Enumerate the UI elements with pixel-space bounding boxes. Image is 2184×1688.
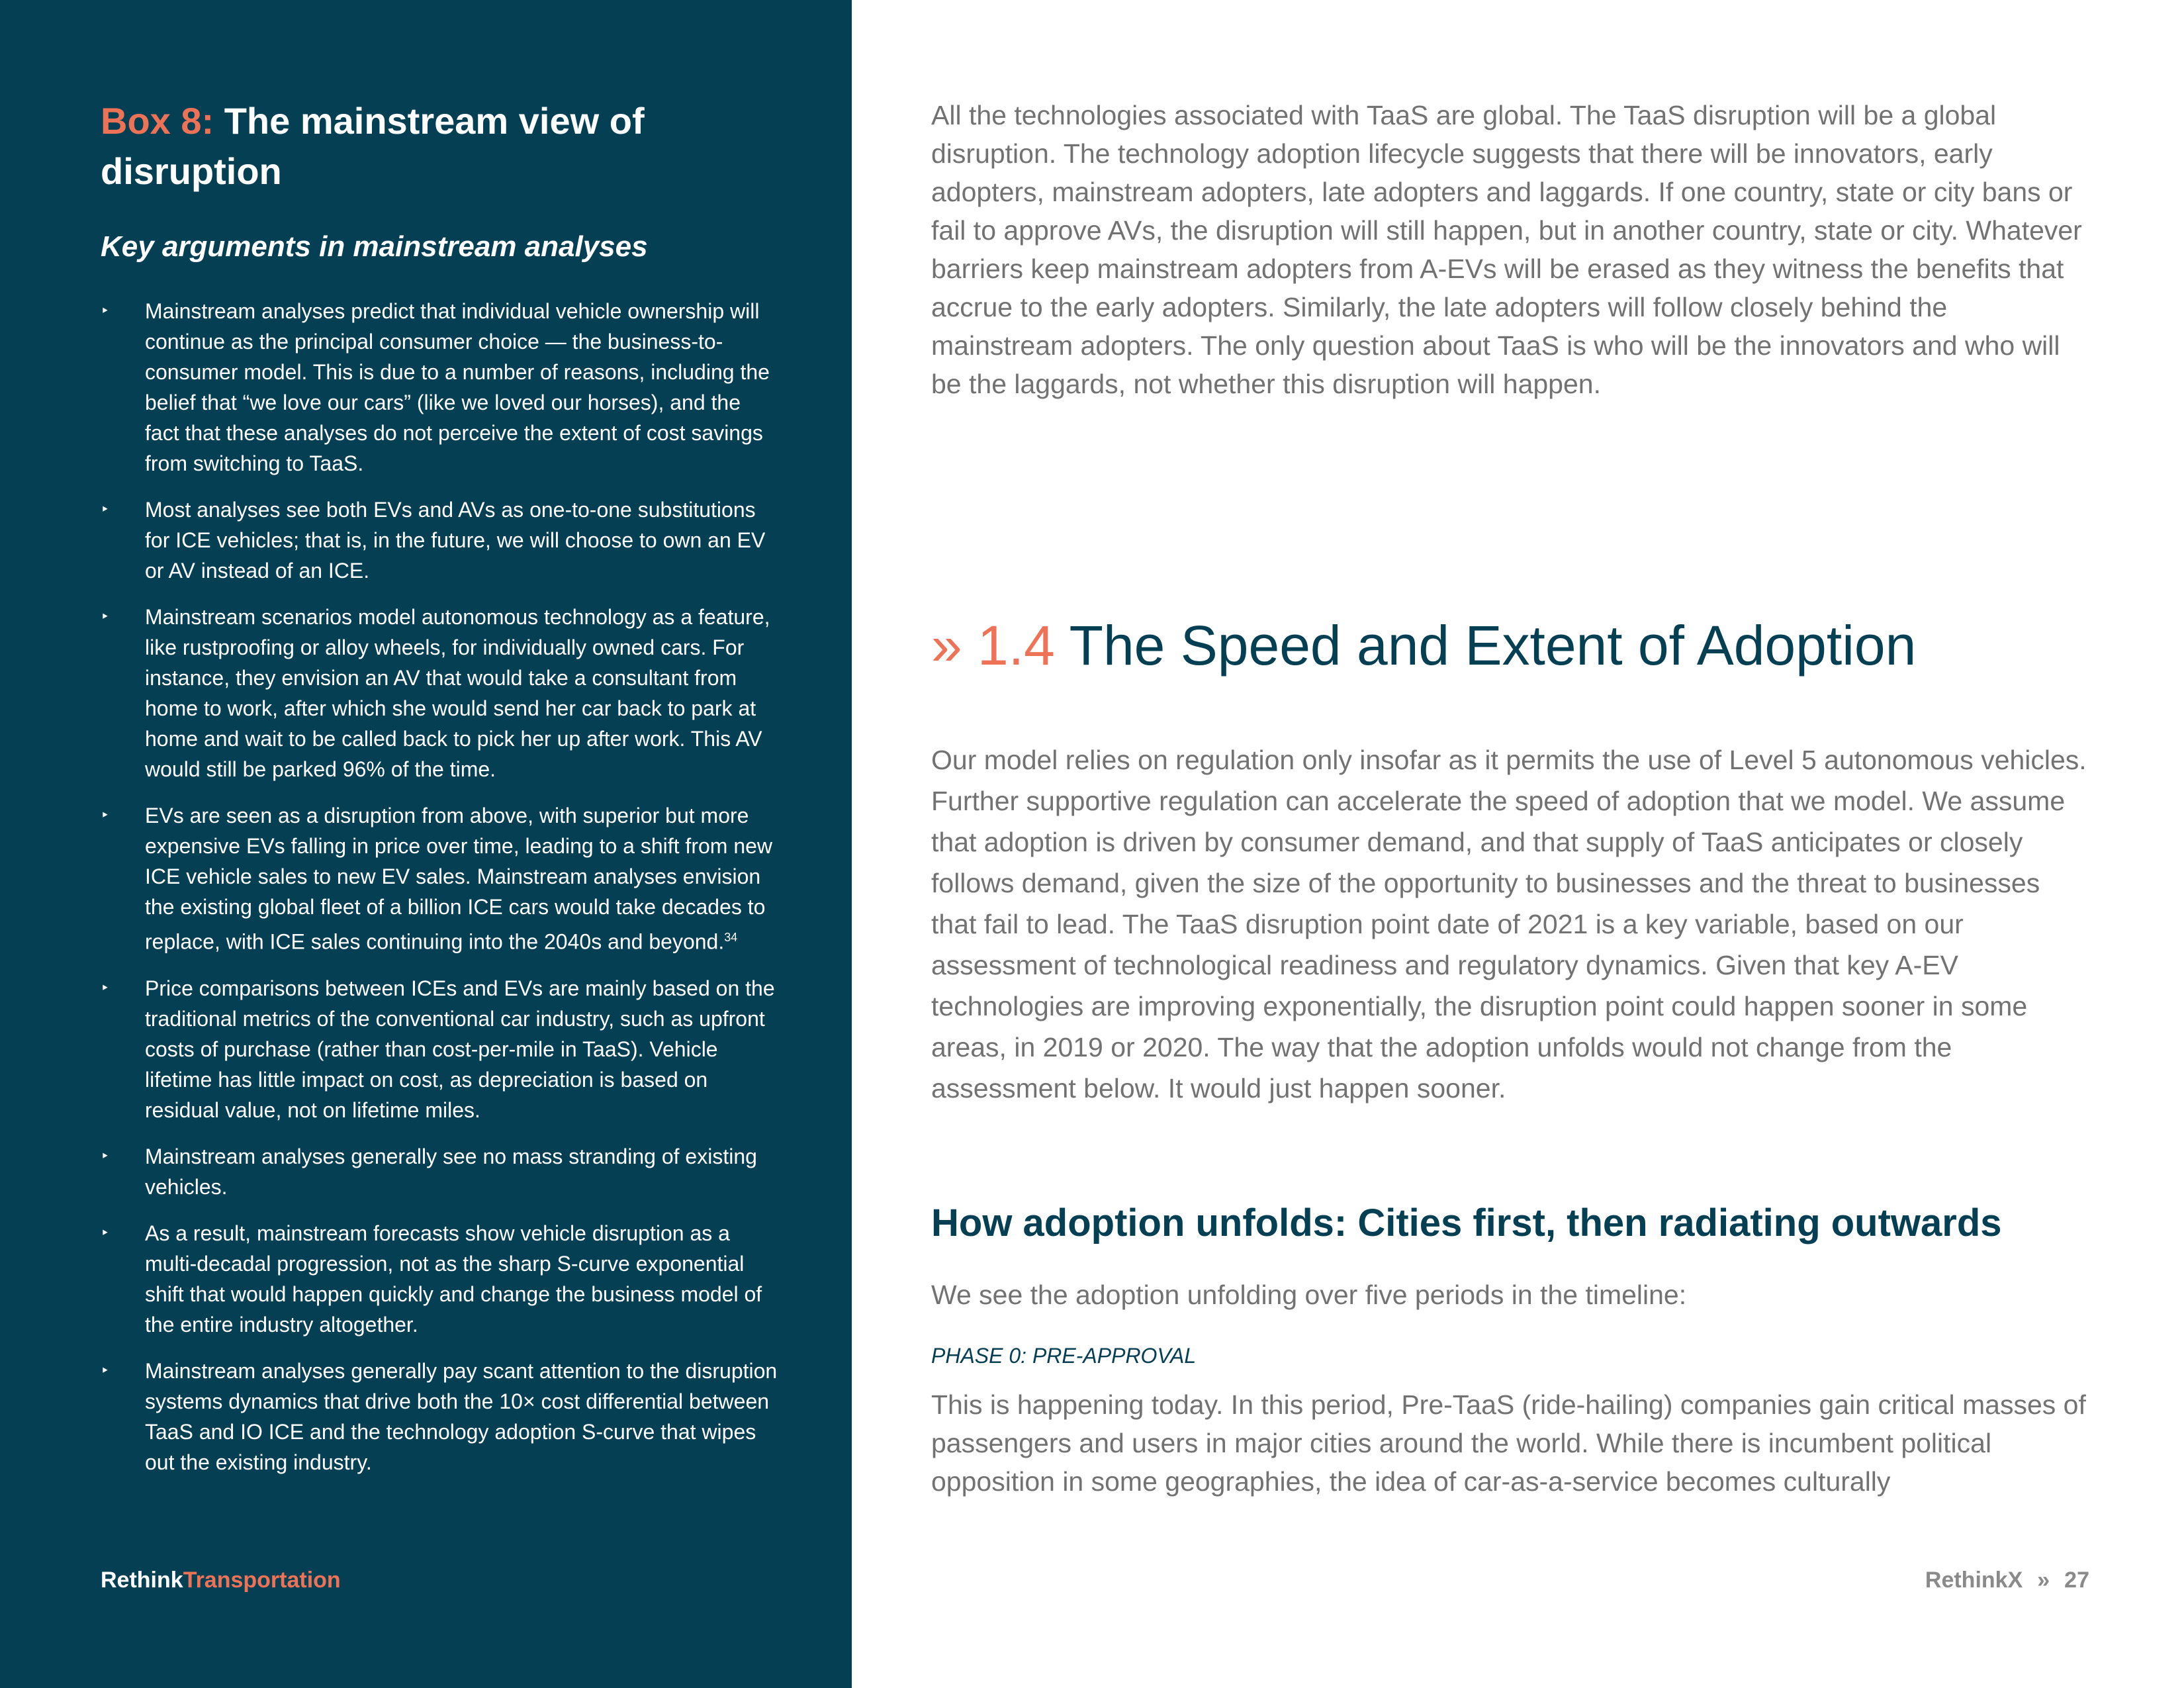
triangle-bullet-icon: ‣	[101, 501, 109, 518]
bullet-list	[101, 296, 779, 1477]
triangle-bullet-icon: ‣	[101, 303, 109, 319]
timeline-intro: We see the adoption unfolding over five periods in the timeline:	[931, 1280, 1687, 1310]
bullet-text: Mainstream analyses predict that individual vehicle ownership will continue as the principal consumer choice — the business-to-consumer model. This is due to a number of reasons, including the belief that “we love our cars” (like we loved our horses), and the fact that these analyses do not perceive the extent of cost savings from switching to TaaS.	[145, 299, 770, 475]
list-item	[101, 494, 779, 586]
bullet-text: EVs are seen as a disruption from above, with superior but more expensive EVs falling in price over time, leading to a shift from new ICE vehicle sales to new EV sales. Mainstream analyses envision the existing global fleet of a billion ICE cars would take decades to replace, with ICE sales continuing into the 2040s and beyond.	[145, 804, 773, 954]
list-item	[101, 1218, 779, 1340]
box-panel	[0, 0, 852, 1688]
intro-paragraph: All the technologies associated with TaaS are global. The TaaS disruption will be a global disruption. The technology adoption lifecycle suggests that there will be innovators, early adopters, mainstream adopters, late adopters and laggards. If one country, state or city bans or fail to approve AVs, the disruption will still happen, but in another country, state or city. Whatever barriers keep mainstream adopters from A-EVs will be erased as they witness the benefits that accrue to the early adopters. Similarly, the late adopters will follow closely behind the mainstream adopters. The only question about TaaS is who will be the innovators and who will be the laggards, not whether this disruption will happen.	[931, 100, 2082, 399]
footer-separator: »	[2037, 1568, 2050, 1593]
bullet-text: Mainstream analyses generally pay scant attention to the disruption systems dynamics that drive both the 10× cost differential between TaaS and IO ICE and the technology adoption S-curve that wipes out the existing industry.	[145, 1358, 778, 1474]
bullet-text: Price comparisons between ICEs and EVs are mainly based on the traditional metrics of the conventional car industry, such as upfront costs of purchase (rather than cost-per-mile in TaaS). Vehicle lifetime has little impact on cost, as depreciation is based on residual value, not on lifetime miles.	[145, 976, 775, 1122]
section-heading	[931, 609, 1916, 682]
page-footer	[1925, 1566, 2089, 1595]
phase-paragraph: This is happening today. In this period, Pre-TaaS (ride-hailing) companies gain critical masses of passengers and users in major cities around the world. While there is incumbent political opposition in some geographies, the idea of car-as-a-service becomes culturally	[931, 1389, 2086, 1497]
brand-logo	[101, 1566, 341, 1595]
list-item	[101, 973, 779, 1125]
bullet-text: Mainstream analyses generally see no mass stranding of existing vehicles.	[145, 1144, 757, 1199]
box-subtitle: Key arguments in mainstream analyses	[101, 230, 648, 263]
section-number: » 1.4	[931, 614, 1055, 677]
brand-part-2: Transportation	[183, 1568, 341, 1593]
section-title-text: The Speed and Extent of Adoption	[1069, 614, 1917, 677]
footnote-reference[interactable]: 34	[724, 931, 738, 944]
bullet-text: Mainstream scenarios model autonomous technology as a feature, like rustproofing or alloy wheels, for individually owned cars. For instance, they envision an AV that would take a consultant from home to work, after which she would send her car back to park at home and wait to be called back to pick her up after work. This AV would still be parked 96% of the time.	[145, 605, 770, 781]
triangle-bullet-icon: ‣	[101, 807, 109, 823]
list-item	[101, 1141, 779, 1202]
section-paragraph: Our model relies on regulation only insofar as it permits the use of Level 5 autonomous vehicles. Further supportive regulation can accelerate the speed of adoption that we model. We assume that adoption is driven by consumer demand, and that supply of TaaS anticipates or closely follows demand, given the size of the opportunity to businesses and the threat to businesses that fail to lead. The TaaS disruption point date of 2021 is a key variable, based on our assessment of technological readiness and regulatory dynamics. Given that key A-EV technologies are improving exponentially, the disruption point could happen sooner in some areas, in 2019 or 2020. The way that the adoption unfolds would not change from the assessment below. It would just happen sooner.	[931, 745, 2087, 1103]
triangle-bullet-icon: ‣	[101, 1224, 109, 1241]
box-label: Box 8:	[101, 100, 214, 142]
bullet-text: Most analyses see both EVs and AVs as one-to-one substitutions for ICE vehicles; that is, in the future, we will choose to own an EV or AV instead of an ICE.	[145, 498, 766, 583]
brand-part-1: Rethink	[101, 1568, 183, 1593]
page-number: 27	[2064, 1568, 2089, 1593]
triangle-bullet-icon: ‣	[101, 608, 109, 625]
box-title	[101, 96, 762, 197]
list-item	[101, 296, 779, 479]
list-item	[101, 602, 779, 784]
phase-label: PHASE 0: PRE-APPROVAL	[931, 1344, 1197, 1368]
publisher-name: RethinkX	[1925, 1568, 2023, 1593]
triangle-bullet-icon: ‣	[101, 979, 109, 996]
sub-heading: How adoption unfolds: Cities first, then radiating outwards	[931, 1201, 2002, 1244]
triangle-bullet-icon: ‣	[101, 1147, 109, 1164]
box-title-text: The mainstream view of disruption	[101, 100, 645, 192]
triangle-bullet-icon: ‣	[101, 1362, 109, 1379]
list-item	[101, 1356, 779, 1477]
bullet-text: As a result, mainstream forecasts show vehicle disruption as a multi-decadal progression, not as the sharp S-curve exponential shift that would happen quickly and change the business model of the entire industry altogether.	[145, 1221, 762, 1336]
list-item	[101, 800, 779, 957]
